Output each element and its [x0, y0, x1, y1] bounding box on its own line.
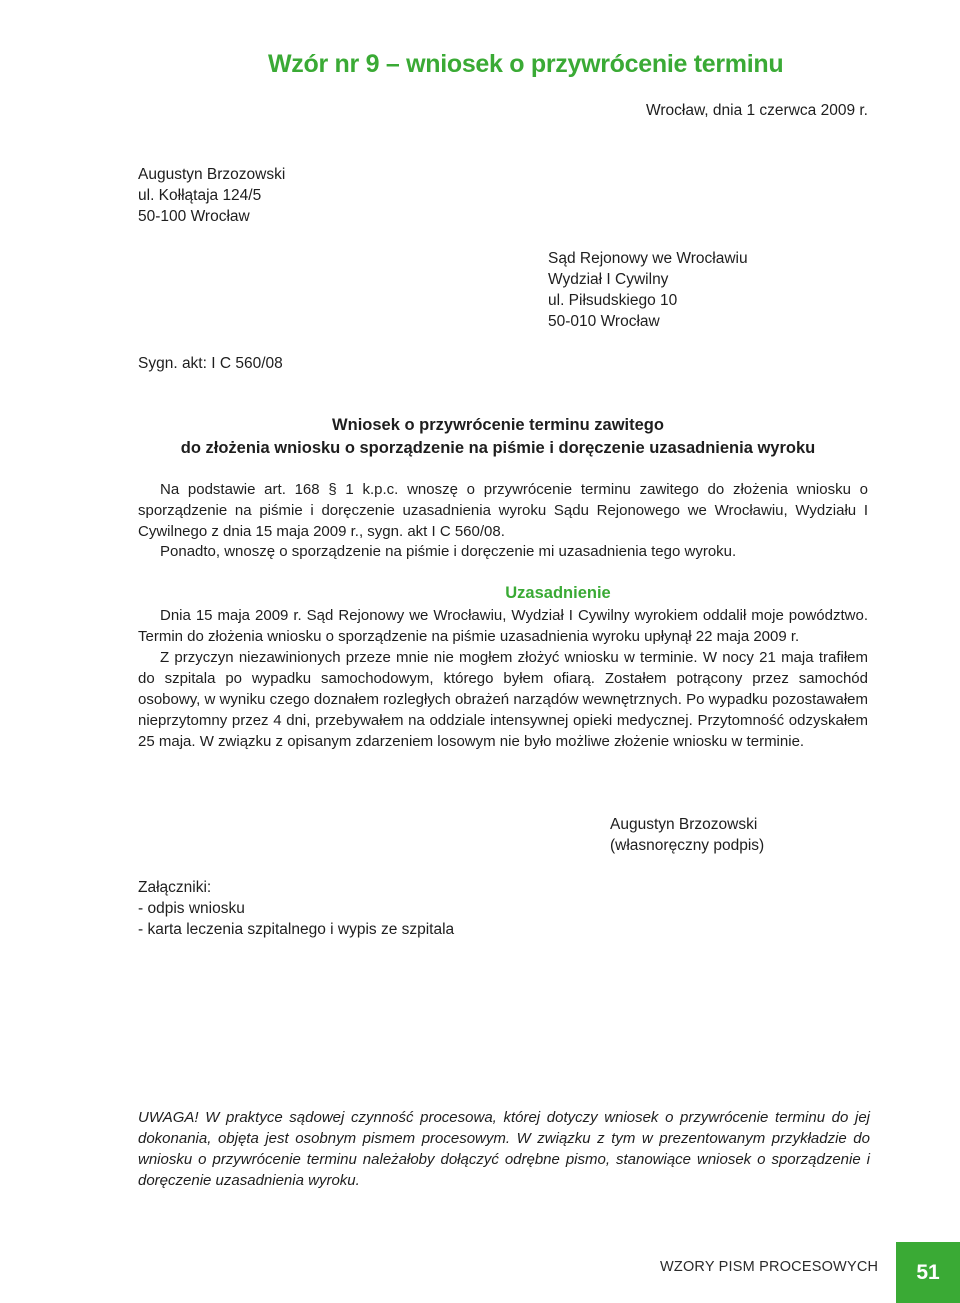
court-name: Sąd Rejonowy we Wrocławiu [548, 250, 748, 267]
justification-heading: Uzasadnienie [505, 584, 611, 602]
court-division: Wydział I Cywilny [548, 271, 669, 288]
date-line: Wrocław, dnia 1 czerwca 2009 r. [646, 102, 868, 119]
court-street: ul. Piłsudskiego 10 [548, 292, 678, 309]
additional-request: Ponadto, wnoszę o sporządzenie na piśmie i doręczenie mi uzasadnienia tego wyroku. [160, 543, 737, 560]
signature-name: Augustyn Brzozowski [610, 816, 758, 833]
justification-paragraph-2: Z przyczyn niezawinionych przeze mnie nie mogłem złożyć wniosku w terminie. W nocy 21 maja trafiłem do szpitala po wypadku samochodowym, którego byłem ofiarą. Zostałem potrącony przez samochód osobowy, w wyniku czego doznałem rozległych obrażeń narządów wewnętrznych. Po wypadku pozostawałem nieprzytomny przez 4 dni, przebywałem na oddziale intensywnej opieki medycznej. Przytomność odzyskałem 25 maja. W związku z opisanym zdarzeniem losowym nie było możliwe złożenie wniosku w terminie. [138, 649, 868, 750]
attachments-label: Załączniki: [138, 879, 212, 896]
justification-body [138, 605, 868, 752]
court-city: 50-010 Wrocław [548, 313, 660, 330]
case-reference: Sygn. akt: I C 560/08 [138, 355, 283, 372]
motion-heading-line2: do złożenia wniosku o sporządzenie na piśmie i doręczenie uzasadnienia wyroku [180, 439, 816, 457]
sender-address [138, 164, 285, 227]
signature-note: (własnoręczny podpis) [610, 837, 765, 854]
footer-section-label: WZORY PISM PROCESOWYCH [660, 1259, 879, 1275]
signature-block [610, 814, 764, 856]
motion-heading-line1: Wniosek o przywrócenie terminu zawitego [332, 416, 664, 434]
document-title: Wzór nr 9 – wniosek o przywrócenie terminu [268, 50, 784, 78]
attachment-item: - karta leczenia szpitalnego i wypis ze szpitala [138, 921, 455, 938]
motion-heading [138, 414, 858, 460]
justification-paragraph-1: Dnia 15 maja 2009 r. Sąd Rejonowy we Wrocławiu, Wydział I Cywilny wyrokiem oddalił moje powództwo. Termin do złożenia wniosku o sporządzenie na piśmie uzasadnienia wyroku upłynął 22 maja 2009 r. [138, 607, 868, 645]
sender-name: Augustyn Brzozowski [138, 166, 286, 183]
attachment-item: - odpis wniosku [138, 900, 245, 917]
request-paragraph: Na podstawie art. 168 § 1 k.p.c. wnoszę o przywrócenie terminu zawitego do złożenia wniosku o sporządzenie na piśmie i doręczenie uzasadnienia wyroku Sądu Rejonowego we Wrocławiu, Wydziału I Cywilnego z dnia 15 maja 2009 r., sygn. akt I C 560/08. [138, 481, 868, 540]
attachments-list [138, 877, 454, 940]
page-number: 51 [896, 1242, 960, 1303]
warning-note: UWAGA! W praktyce sądowej czynność procesowa, której dotyczy wniosek o przywrócenie terminu do jej dokonania, objęta jest osobnym pismem procesowym. W związku z tym w prezentowanym przykładzie do wniosku o przywrócenie terminu należałoby dołączyć odrębne pismo, stanowiące wniosek o sporządzenie i doręczenie uzasadnienia wyroku. [138, 1109, 870, 1189]
sender-street: ul. Kołłątaja 124/5 [138, 187, 262, 204]
court-address [548, 248, 748, 332]
sender-city: 50-100 Wrocław [138, 208, 250, 225]
